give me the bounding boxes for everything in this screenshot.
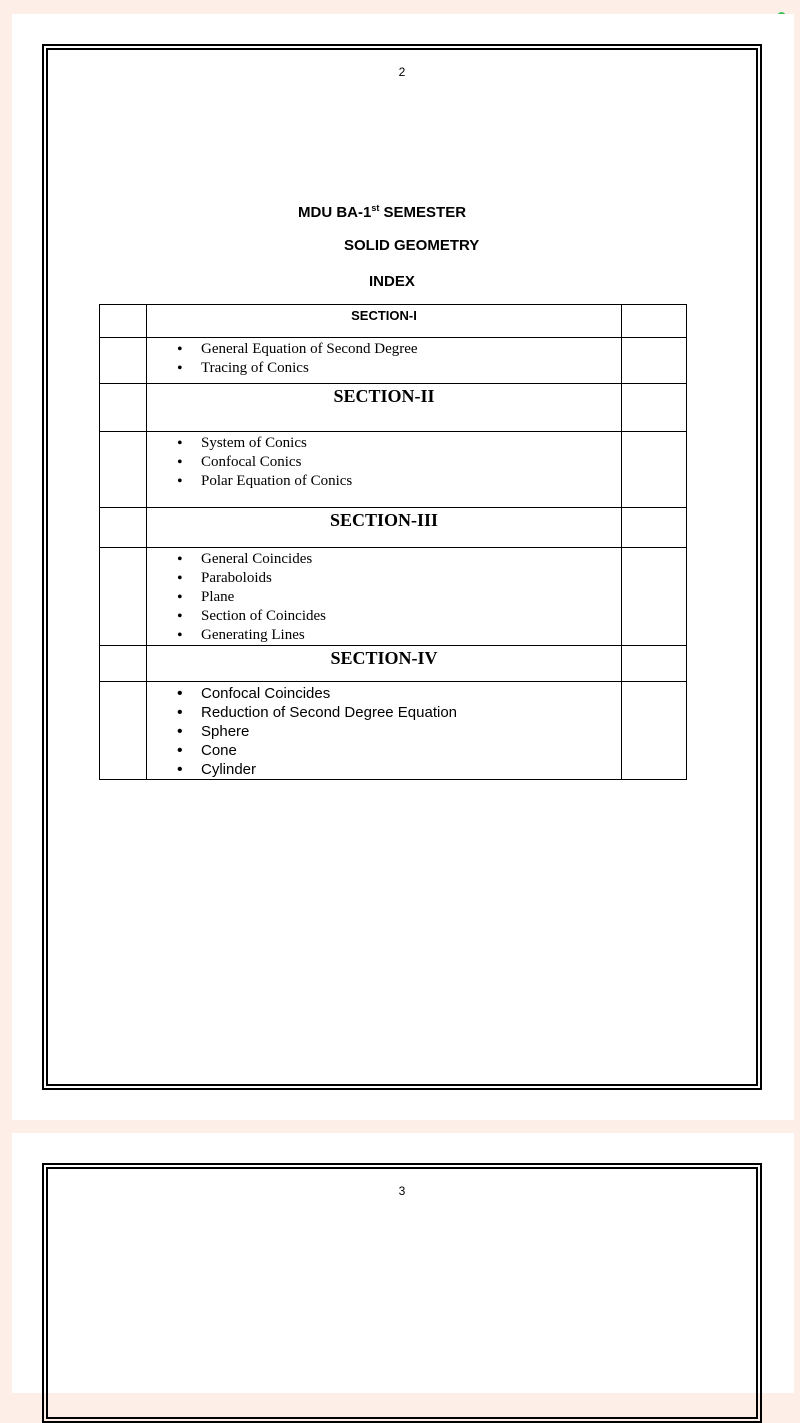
course-heading-prefix: MDU BA-1 (298, 204, 372, 221)
table-row (100, 432, 687, 508)
table-row (100, 548, 687, 646)
topic-list (147, 682, 621, 779)
table-row (100, 384, 687, 432)
table-row (100, 682, 687, 780)
course-heading-suffix: SEMESTER (379, 204, 467, 221)
table-row (100, 338, 687, 384)
list-item: • General Coincides (201, 550, 621, 569)
list-item: • General Equation of Second Degree (201, 340, 621, 359)
section-title: SECTION-I (351, 308, 417, 323)
list-item: • Section of Coincides (201, 607, 621, 626)
index-table (99, 304, 687, 780)
index-heading: INDEX (369, 273, 415, 290)
document-page-3 (12, 1133, 794, 1393)
page-border (42, 44, 762, 1090)
list-item: • Confocal Coincides (201, 684, 621, 703)
course-heading (298, 203, 466, 221)
topic-list (147, 548, 621, 645)
list-item: • Confocal Conics (201, 453, 621, 472)
list-item: • Paraboloids (201, 569, 621, 588)
list-item: • Tracing of Conics (201, 359, 621, 378)
page-number: 3 (398, 1184, 406, 1198)
section-title: SECTION-II (333, 386, 435, 406)
list-item: • System of Conics (201, 434, 621, 453)
topic-list (147, 338, 621, 378)
page-number: 2 (398, 65, 406, 79)
page-border (42, 1163, 762, 1423)
list-item: • Polar Equation of Conics (201, 472, 621, 491)
list-item: • Cylinder (201, 760, 621, 779)
table-row (100, 646, 687, 682)
list-item: • Cone (201, 741, 621, 760)
table-row (100, 508, 687, 548)
list-item: • Reduction of Second Degree Equation (201, 703, 621, 722)
document-page-2 (12, 14, 794, 1120)
subject-heading: SOLID GEOMETRY (344, 237, 480, 254)
page-border-inner (46, 1167, 758, 1419)
list-item: • Generating Lines (201, 626, 621, 645)
section-title: SECTION-IV (330, 648, 438, 668)
course-heading-sup: st (371, 203, 380, 213)
list-item: • Sphere (201, 722, 621, 741)
section-title: SECTION-III (329, 510, 439, 530)
list-item: • Plane (201, 588, 621, 607)
table-row (100, 305, 687, 338)
page-border-inner (46, 48, 758, 1086)
topic-list (147, 432, 621, 491)
